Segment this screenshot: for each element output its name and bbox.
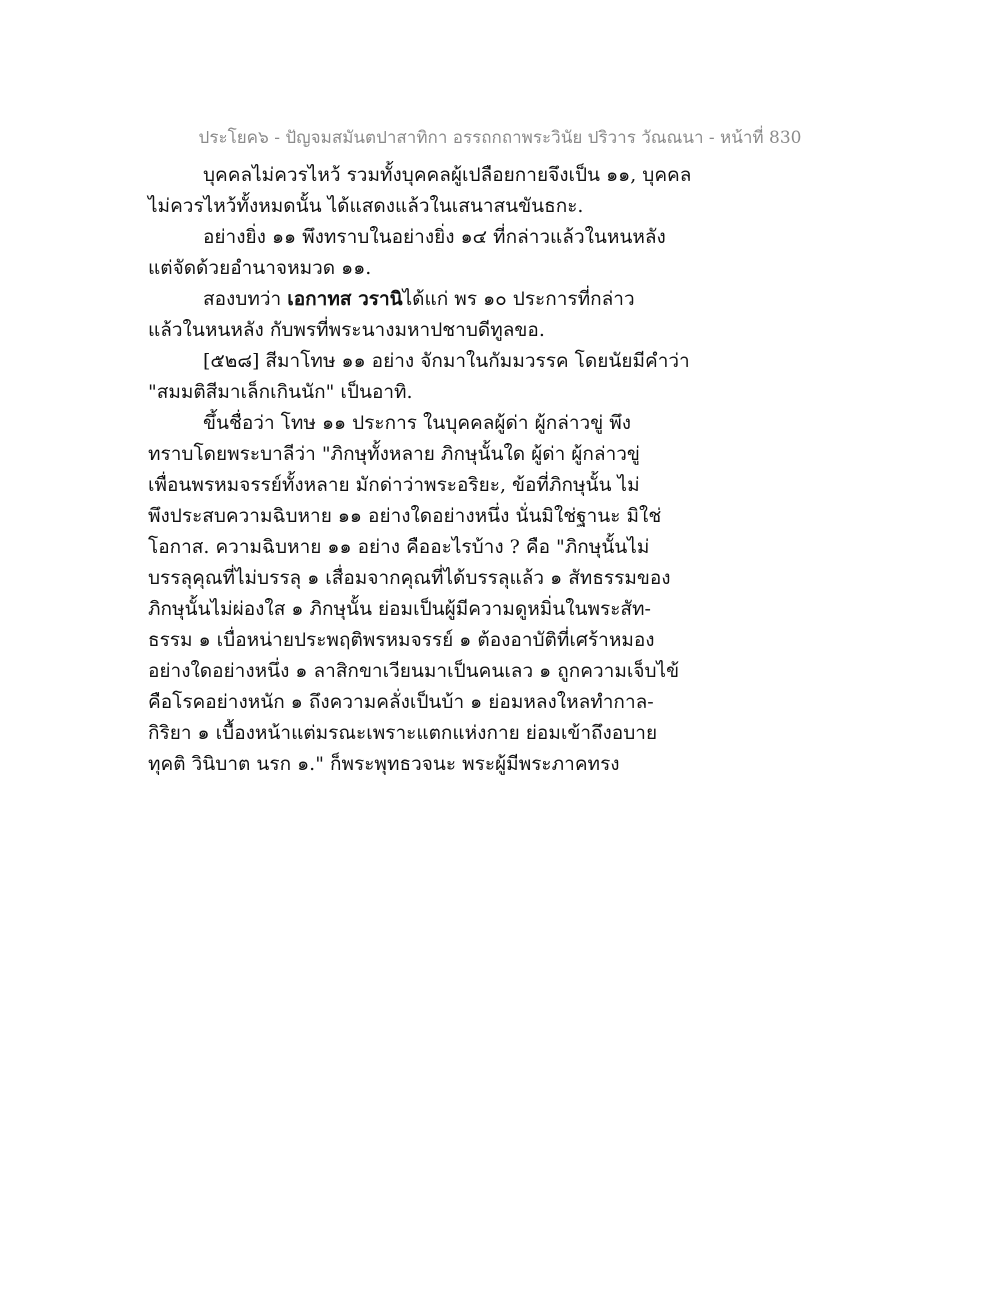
text-line: อย่างยิ่ง ๑๑ พึงทราบในอย่างยิ่ง ๑๔ ที่กล่าวแล้วในหนหลัง <box>203 226 666 248</box>
text-line: อย่างใดอย่างหนึ่ง ๑ ลาสิกขาเวียนมาเป็นคนเลว ๑ ถูกความเจ็บไข้ <box>148 660 680 682</box>
text-line: คือโรคอย่างหนัก ๑ ถึงความคลั่งเป็นบ้า ๑ ย่อมหลงใหลทำกาล- <box>148 691 654 713</box>
text-line: [๕๒๘] สีมาโทษ ๑๑ อย่าง จักมาในกัมมวรรค โดยนัยมีคำว่า <box>203 350 690 372</box>
text-line: ภิกษุนั้นไม่ผ่องใส ๑ ภิกษุนั้น ย่อมเป็นผู้มีความดูหมิ่นในพระสัท- <box>148 598 651 620</box>
text-line: ขึ้นชื่อว่า โทษ ๑๑ ประการ ในบุคคลผู้ด่า ผู้กล่าวขู่ พึง <box>203 412 632 434</box>
text-line: โอกาส. ความฉิบหาย ๑๑ อย่าง คืออะไรบ้าง ? คือ "ภิกษุนั้นไม่ <box>148 536 650 558</box>
text-line: บุคคลไม่ควรไหว้ รวมทั้งบุคคลผู้เปลือยกายจึงเป็น ๑๑, บุคคล <box>203 164 692 186</box>
page-header: ประโยค๖ - ปัญจมสมันตปาสาทิกา อรรถกถาพระวินัย ปริวาร วัณณนา - หน้าที่ 830 <box>198 128 802 148</box>
text-line <box>148 284 708 315</box>
text-span: สองบทว่า <box>203 288 288 310</box>
bold-term: เอกาทส วรานิ <box>287 288 403 310</box>
text-line: พึงประสบความฉิบหาย ๑๑ อย่างใดอย่างหนึ่ง นั่นมิใช่ฐานะ มิใช่ <box>148 505 662 527</box>
body-text <box>148 160 708 780</box>
text-line: ทราบโดยพระบาลีว่า "ภิกษุทั้งหลาย ภิกษุนั้นใด ผู้ด่า ผู้กล่าวขู่ <box>148 443 640 465</box>
text-line: กิริยา ๑ เบื้องหน้าแต่มรณะเพราะแตกแห่งกาย ย่อมเข้าถึงอบาย <box>148 722 658 744</box>
text-line: ไม่ควรไหว้ทั้งหมดนั้น ได้แสดงแล้วในเสนาสนขันธกะ. <box>148 195 584 217</box>
text-line: ธรรม ๑ เบื่อหน่ายประพฤติพรหมจรรย์ ๑ ต้องอาบัติที่เศร้าหมอง <box>148 629 655 651</box>
text-line: แล้วในหนหลัง กับพรที่พระนางมหาปชาบดีทูลขอ. <box>148 319 545 341</box>
text-line: "สมมติสีมาเล็กเกินนัก" เป็นอาทิ. <box>148 381 413 403</box>
text-line: บรรลุคุณที่ไม่บรรลุ ๑ เสื่อมจากคุณที่ได้บรรลุแล้ว ๑ สัทธรรมของ <box>148 567 671 589</box>
text-line: แต่จัดด้วยอำนาจหมวด ๑๑. <box>148 257 372 279</box>
text-span: ได้แก่ พร ๑๐ ประการที่กล่าว <box>402 288 635 310</box>
text-line: ทุคติ วินิบาต นรก ๑." ก็พระพุทธวจนะ พระผู้มีพระภาคทรง <box>148 753 620 775</box>
text-line: เพื่อนพรหมจรรย์ทั้งหลาย มักด่าว่าพระอริยะ, ข้อที่ภิกษุนั้น ไม่ <box>148 474 640 496</box>
